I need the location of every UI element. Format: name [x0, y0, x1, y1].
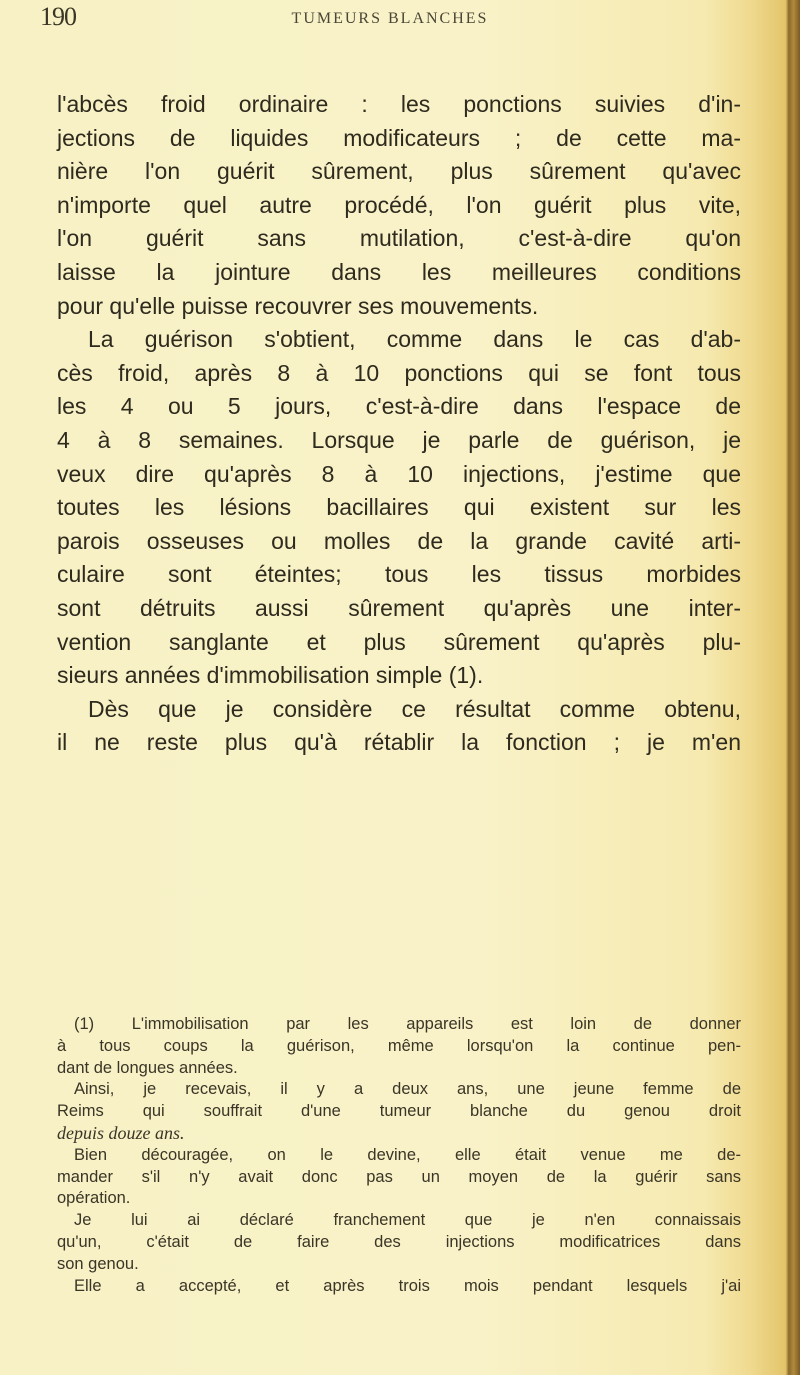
- footnote-line: Ainsi, je recevais, il y a deux ans, une jeune femme de: [74, 1080, 741, 1099]
- text-line: vention sanglante et plus sûrement qu'après plu-: [57, 628, 741, 655]
- footnote-line: dant de longues années.: [57, 1058, 238, 1077]
- running-title: TUMEURS BLANCHES: [291, 10, 489, 27]
- footnote-line: Reims qui souffrait d'une tumeur blanche du genou droit: [57, 1102, 741, 1121]
- text-line: jections de liquides modificateurs ; de cette ma-: [57, 124, 741, 151]
- footnote-line: son genou.: [57, 1254, 139, 1273]
- footnote-line: (1) L'immobilisation par les appareils est loin de donner: [74, 1015, 741, 1033]
- text-line: l'abcès froid ordinaire : les ponctions suivies d'in-: [57, 91, 741, 117]
- footnote-line: depuis douze ans.: [57, 1123, 185, 1143]
- text-line: sont détruits aussi sûrement qu'après une inter-: [57, 595, 741, 621]
- text-line: n'importe quel autre procédé, l'on guérit plus vite,: [57, 191, 741, 218]
- text-line: les 4 ou 5 jours, c'est-à-dire dans l'espace de: [57, 393, 741, 420]
- text-line: pour qu'elle puisse recouvrer ses mouvements.: [57, 292, 539, 319]
- text-line: cès froid, après 8 à 10 ponctions qui se font tous: [57, 359, 741, 386]
- text-line: toutes les lésions bacillaires qui existent sur les: [57, 494, 741, 521]
- text-line: nière l'on guérit sûrement, plus sûrement qu'avec: [57, 158, 741, 185]
- footnote-line: mander s'il n'y avait donc pas un moyen de la guérir sans: [57, 1167, 741, 1186]
- footnote-line: opération.: [57, 1189, 131, 1208]
- text-line: Dès que je considère ce résultat comme obtenu,: [88, 695, 741, 722]
- text-line: La guérison s'obtient, comme dans le cas d'ab-: [88, 326, 741, 353]
- text-line: parois osseuses ou molles de la grande cavité arti-: [57, 527, 741, 554]
- text-line: laisse la jointure dans les meilleures conditions: [57, 259, 741, 285]
- text-line: sieurs années d'immobilisation simple (1).: [57, 662, 484, 689]
- footnote-line: Bien découragée, on le devine, elle était venue me de-: [74, 1145, 741, 1164]
- page-number: 190: [40, 2, 76, 31]
- footnote-line: qu'un, c'était de faire des injections modificatrices dans: [57, 1233, 741, 1251]
- footnote-line: Elle a accepté, et après trois mois pendant lesquels j'ai: [74, 1276, 741, 1295]
- text-line: 4 à 8 semaines. Lorsque je parle de guérison, je: [57, 427, 741, 453]
- footnote-line: Je lui ai déclaré franchement que je n'en connaissais: [74, 1211, 741, 1230]
- text-line: l'on guérit sans mutilation, c'est-à-dire qu'on: [57, 225, 741, 252]
- footnote-line: à tous coups la guérison, même lorsqu'on la continue pen-: [57, 1036, 741, 1055]
- text-line: il ne reste plus qu'à rétablir la fonction ; je m'en: [57, 729, 741, 756]
- text-line: veux dire qu'après 8 à 10 injections, j'estime que: [57, 460, 741, 487]
- text-line: culaire sont éteintes; tous les tissus morbides: [57, 561, 741, 588]
